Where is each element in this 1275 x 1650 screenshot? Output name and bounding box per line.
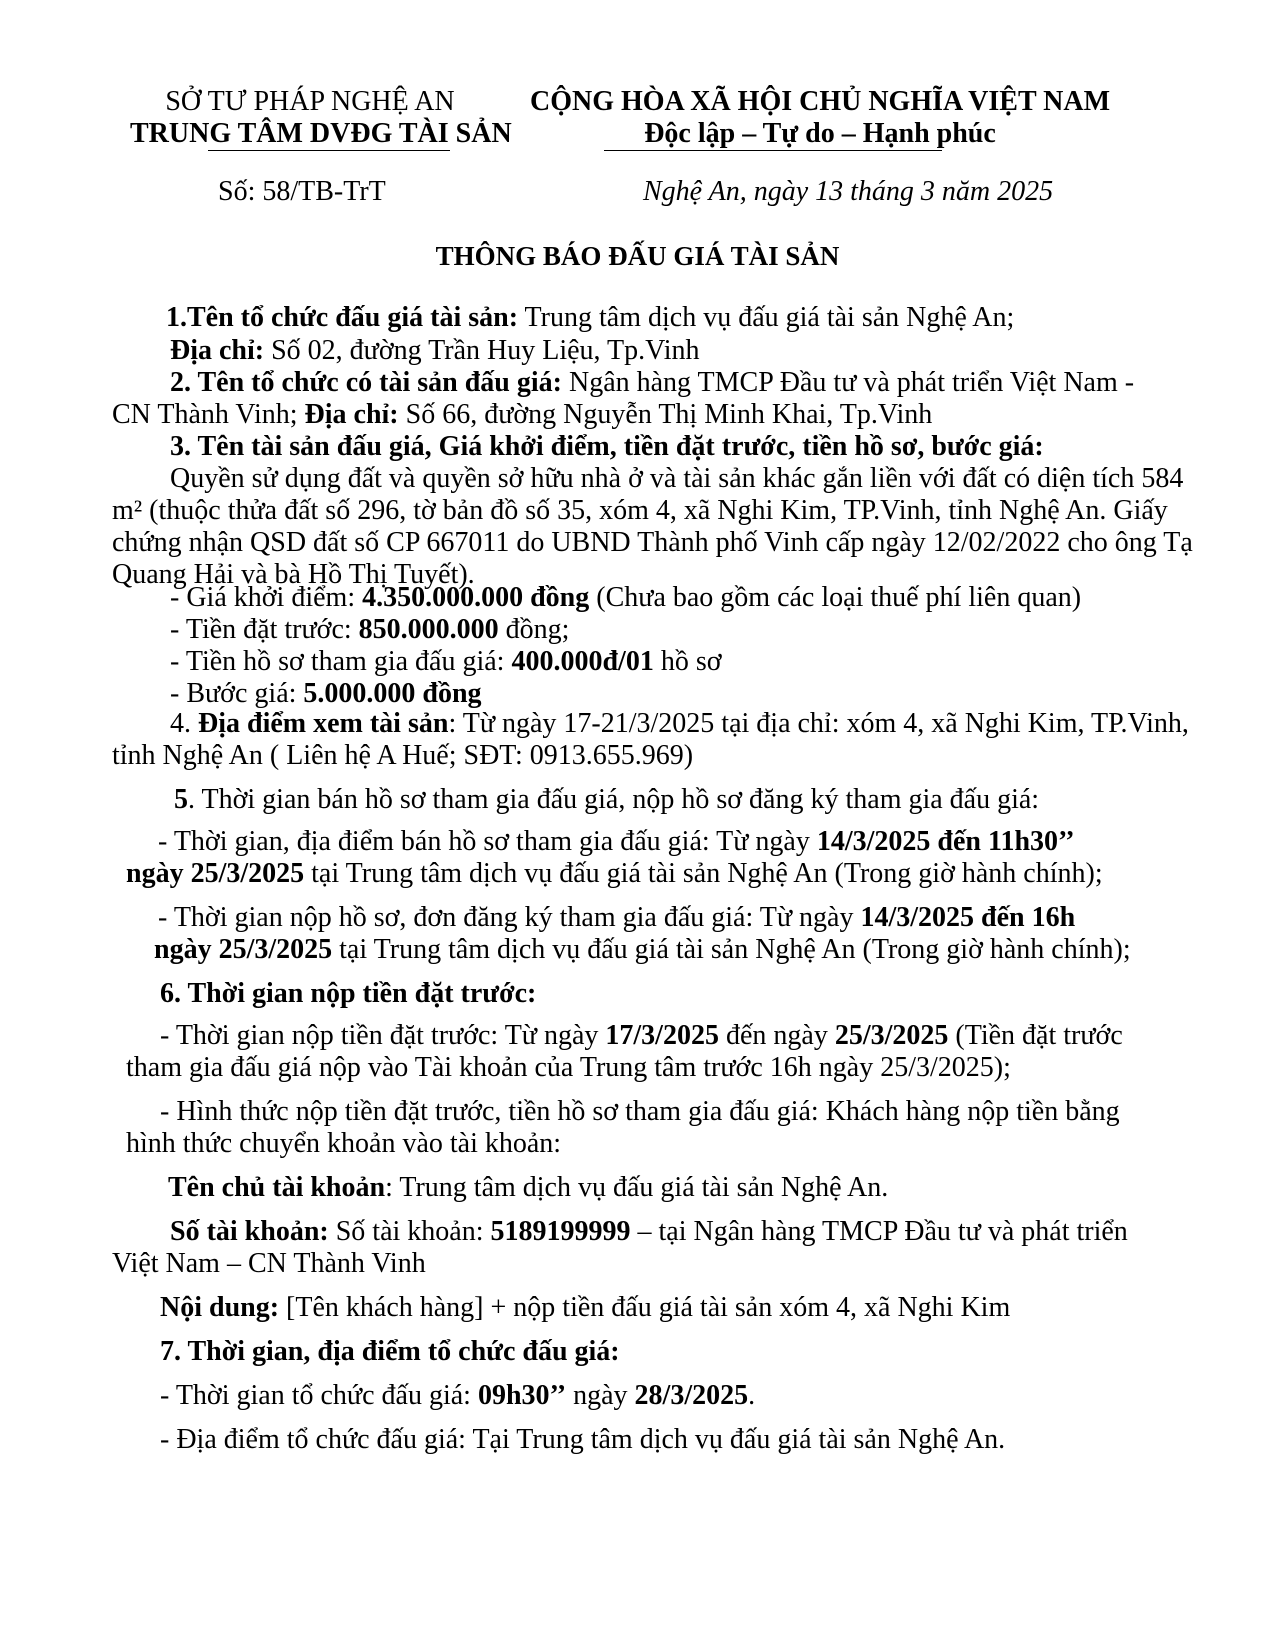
- step-value: 5.000.000 đồng: [303, 678, 482, 709]
- account-number-label: Số tài khoản:: [170, 1216, 329, 1247]
- issuing-organization: [130, 86, 512, 150]
- s5-b-l2-text: tại Trung tâm dịch vụ đấu giá tài sản Nghệ An (Trong giờ hành chính);: [332, 934, 1131, 965]
- start-price-value: 4.350.000.000 đồng: [362, 582, 590, 613]
- s3-desc-l1: Quyền sử dụng đất và quyền sở hữu nhà ở và tài sản khác gắn liền với đất có diện tích 584: [170, 463, 1184, 494]
- section-5: [174, 784, 1244, 816]
- s2-line-2: [112, 399, 1182, 431]
- s5-submit-time-l2: [154, 934, 1224, 966]
- s6-a-bold1: 17/3/2025: [605, 1020, 719, 1051]
- s2-address-label: Địa chỉ:: [304, 399, 399, 430]
- s6-method-l1: - Hình thức nộp tiền đặt trước, tiền hồ sơ tham gia đấu giá: Khách hàng nộp tiền bằng: [160, 1096, 1120, 1127]
- s7-time-date: 28/3/2025: [634, 1380, 749, 1411]
- motto-underline: [604, 150, 942, 151]
- s1-address-value: Số 02, đường Trần Huy Liệu, Tp.Vinh: [264, 335, 700, 366]
- s3-dossier-fee: [170, 646, 1240, 678]
- s6-a-bold2: 25/3/2025: [834, 1020, 949, 1051]
- s7-label: 7. Thời gian, địa điểm tổ chức đấu giá:: [160, 1336, 620, 1367]
- s2-value-l1: Ngân hàng TMCP Đầu tư và phát triển Việt Nam -: [561, 367, 1135, 398]
- s3-starting-price: [170, 582, 1240, 614]
- account-number-value: 5189199999: [490, 1216, 631, 1247]
- s1-value: Trung tâm dịch vụ đấu giá tài sản Nghệ An;: [518, 302, 1015, 333]
- s6-account-bank-l2: Việt Nam – CN Thành Vinh: [112, 1248, 426, 1279]
- s6-a-text3: (Tiền đặt trước: [948, 1020, 1123, 1051]
- s6-deposit-time: [160, 1020, 1230, 1052]
- s1-label: 1.Tên tổ chức đấu giá tài sản:: [166, 302, 519, 333]
- s3-price-step: [170, 678, 1240, 710]
- account-number-text: Số tài khoản:: [328, 1216, 491, 1247]
- s7-time: [160, 1380, 1230, 1412]
- start-price-label: - Giá khởi điểm:: [170, 582, 363, 613]
- s6-label: 6. Thời gian nộp tiền đặt trước:: [160, 978, 537, 1009]
- fee-label: - Tiền hồ sơ tham gia đấu giá:: [170, 646, 512, 677]
- s3-desc-l2: m² (thuộc thửa đất số 296, tờ bản đồ số 35, xóm 4, xã Nghi Kim, TP.Vinh, tỉnh Nghệ An. Giấy: [112, 495, 1168, 526]
- motto: Độc lập – Tự do – Hạnh phúc: [644, 118, 996, 149]
- s5-submit-time: [158, 902, 1228, 934]
- document-number: Số: 58/TB-TrT: [218, 176, 386, 207]
- s1-address: [170, 335, 1240, 367]
- s5-a-text: - Thời gian, địa điểm bán hồ sơ tham gia đấu giá: Từ ngày: [158, 826, 817, 857]
- s5-sale-time-l2: [126, 858, 1196, 890]
- s3-desc-l3: chứng nhận QSD đất số CP 667011 do UBND Thành phố Vinh cấp ngày 12/02/2022 cho ông Tạ: [112, 527, 1193, 558]
- national-heading: [525, 86, 1115, 150]
- s5-label: . Thời gian bán hồ sơ tham gia đấu giá, nộp hồ sơ đăng ký tham gia đấu giá:: [188, 784, 1040, 815]
- s6-transfer-content: [160, 1292, 1230, 1324]
- document-title: THÔNG BÁO ĐẤU GIÁ TÀI SẢN: [435, 241, 840, 271]
- section-2: [170, 367, 1240, 399]
- account-name-label: Tên chủ tài khoản: [168, 1172, 386, 1203]
- fee-unit: hồ sơ: [653, 646, 722, 677]
- account-name-value: : Trung tâm dịch vụ đấu giá tài sản Nghệ An.: [385, 1172, 889, 1203]
- s1-address-label: Địa chỉ:: [170, 335, 265, 366]
- s6-account-name: [168, 1172, 1238, 1204]
- s5-sale-time: [158, 826, 1228, 858]
- place-date: Nghệ An, ngày 13 tháng 3 năm 2025: [643, 176, 1054, 207]
- deposit-value: 850.000.000: [358, 614, 499, 645]
- section-4: [170, 708, 1240, 740]
- s5-b-l2-bold: ngày 25/3/2025: [154, 934, 333, 965]
- s7-time-end: .: [748, 1380, 756, 1411]
- content-value: [Tên khách hàng] + nộp tiền đấu giá tài sản xóm 4, xã Nghi Kim: [279, 1292, 1011, 1323]
- org-name: TRUNG TÂM DVĐG TÀI SẢN: [130, 118, 512, 149]
- s4-dot: .: [184, 708, 198, 739]
- s6-a-text2: đến ngày: [718, 1020, 835, 1051]
- org-underline: [208, 150, 450, 151]
- s7-time-text2: ngày: [566, 1380, 635, 1411]
- content-label: Nội dung:: [160, 1292, 280, 1323]
- account-bank: – tại Ngân hàng TMCP Đầu tư và phát triển: [630, 1216, 1128, 1247]
- s5-b-text: - Thời gian nộp hồ sơ, đơn đăng ký tham gia đấu giá: Từ ngày: [158, 902, 861, 933]
- org-parent: SỞ TƯ PHÁP NGHỆ AN: [165, 86, 455, 117]
- s2-address-value: Số 66, đường Nguyễn Thị Minh Khai, Tp.Vinh: [398, 399, 933, 430]
- s5-b-bold: 14/3/2025 đến 16h: [860, 902, 1076, 933]
- start-price-note: (Chưa bao gồm các loại thuế phí liên quan): [589, 582, 1082, 613]
- s4-label: Địa điểm xem tài sản: [198, 708, 449, 739]
- s5-a-l2-bold: ngày 25/3/2025: [126, 858, 305, 889]
- deposit-label: - Tiền đặt trước:: [170, 614, 359, 645]
- step-label: - Bước giá:: [170, 678, 304, 709]
- s6-a-text1: - Thời gian nộp tiền đặt trước: Từ ngày: [160, 1020, 606, 1051]
- s6-account-number: [170, 1216, 1240, 1248]
- s5-a-bold: 14/3/2025 đến 11h30’’: [816, 826, 1075, 857]
- s4-value-l2: tỉnh Nghệ An ( Liên hệ A Huế; SĐT: 0913.655.969): [112, 740, 694, 771]
- s6-deposit-time-l2: tham gia đấu giá nộp vào Tài khoản của Trung tâm trước 16h ngày 25/3/2025);: [126, 1052, 1011, 1083]
- s5-number: 5: [174, 784, 188, 815]
- deposit-unit: đồng;: [498, 614, 570, 645]
- nation-name: CỘNG HÒA XÃ HỘI CHỦ NGHĨA VIỆT NAM: [529, 86, 1111, 117]
- s4-number: 4: [170, 708, 184, 739]
- fee-value: 400.000đ/01: [511, 646, 654, 677]
- s7-time-text: - Thời gian tổ chức đấu giá:: [160, 1380, 478, 1411]
- s7-place: - Địa điểm tổ chức đấu giá: Tại Trung tâm dịch vụ đấu giá tài sản Nghệ An.: [160, 1424, 1006, 1455]
- s4-value-l1: : Từ ngày 17-21/3/2025 tại địa chỉ: xóm 4, xã Nghi Kim, TP.Vinh,: [448, 708, 1189, 739]
- s2-label: 2. Tên tổ chức có tài sản đấu giá:: [170, 367, 562, 398]
- s3-deposit: [170, 614, 1240, 646]
- s7-time-bold: 09h30’’: [477, 1380, 567, 1411]
- s3-label: 3. Tên tài sản đấu giá, Giá khởi điểm, tiền đặt trước, tiền hồ sơ, bước giá:: [170, 431, 1044, 462]
- s2-value-l2: CN Thành Vinh;: [112, 399, 305, 430]
- s3-desc-l4: Quang Hải và bà Hồ Thị Tuyết).: [112, 559, 475, 590]
- section-1: [166, 302, 1236, 334]
- s5-a-l2-text: tại Trung tâm dịch vụ đấu giá tài sản Nghệ An (Trong giờ hành chính);: [304, 858, 1103, 889]
- s6-method-l2: hình thức chuyển khoản vào tài khoản:: [126, 1128, 562, 1159]
